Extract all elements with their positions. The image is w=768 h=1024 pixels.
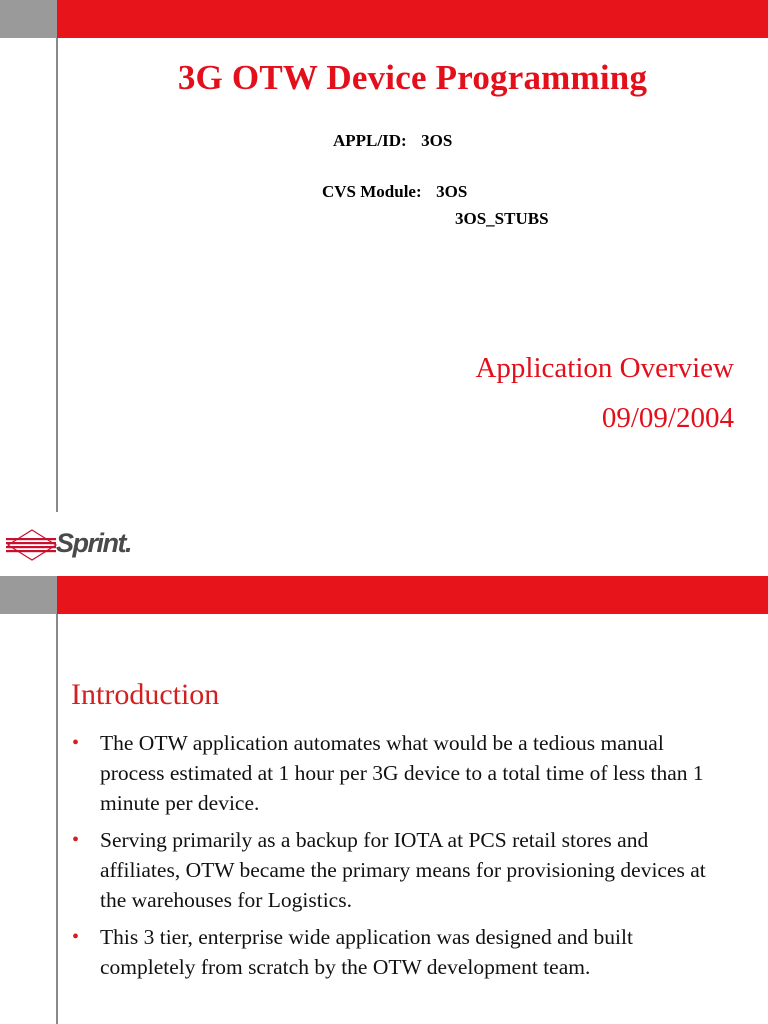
cvs-module-line (322, 182, 467, 202)
bullet-text: This 3 tier, enterprise wide application was designed and built completely from scratch by the OTW development team. (100, 925, 633, 979)
sprint-wordmark: Sprint. (56, 528, 131, 558)
bullet-list (71, 728, 711, 989)
left-divider-line-2 (56, 614, 58, 1024)
introduction-heading: Introduction (71, 678, 220, 711)
bullet-text: The OTW application automates what would be a tedious manual process estimated at 1 hour per 3G device to a total time of less than 1 minute per device. (100, 731, 704, 815)
bullet-item (71, 825, 711, 915)
introduction-slide (0, 576, 768, 1024)
appl-id-label: APPL/ID: (333, 131, 407, 150)
bullet-icon: • (72, 829, 80, 851)
red-header-bar (57, 0, 768, 38)
gray-corner-block-2 (0, 576, 57, 614)
overview-date: 09/09/2004 (601, 402, 734, 434)
gray-corner-block (0, 0, 57, 38)
bullet-text: Serving primarily as a backup for IOTA at PCS retail stores and affiliates, OTW became the primary means for provisioning devices at the warehouses for Logistics. (100, 828, 706, 912)
cvs-module-value-2: 3OS_STUBS (455, 209, 549, 228)
appl-id-line (333, 131, 452, 151)
sprint-logo (6, 528, 136, 562)
left-divider-line (56, 38, 58, 512)
cvs-module-value: 3OS (436, 182, 468, 201)
overview-title: Application Overview (475, 352, 734, 384)
cvs-module-label: CVS Module: (322, 182, 422, 201)
appl-id-value: 3OS (421, 131, 453, 150)
top-bar (0, 0, 768, 38)
bullet-icon: • (72, 926, 80, 948)
top-bar-2 (0, 576, 768, 614)
red-header-bar-2 (57, 576, 768, 614)
slide-title: 3G OTW Device Programming (177, 58, 648, 97)
bullet-item (71, 922, 711, 982)
bullet-icon: • (72, 732, 80, 754)
sprint-diamond-icon (6, 528, 58, 562)
bullet-item (71, 728, 711, 818)
